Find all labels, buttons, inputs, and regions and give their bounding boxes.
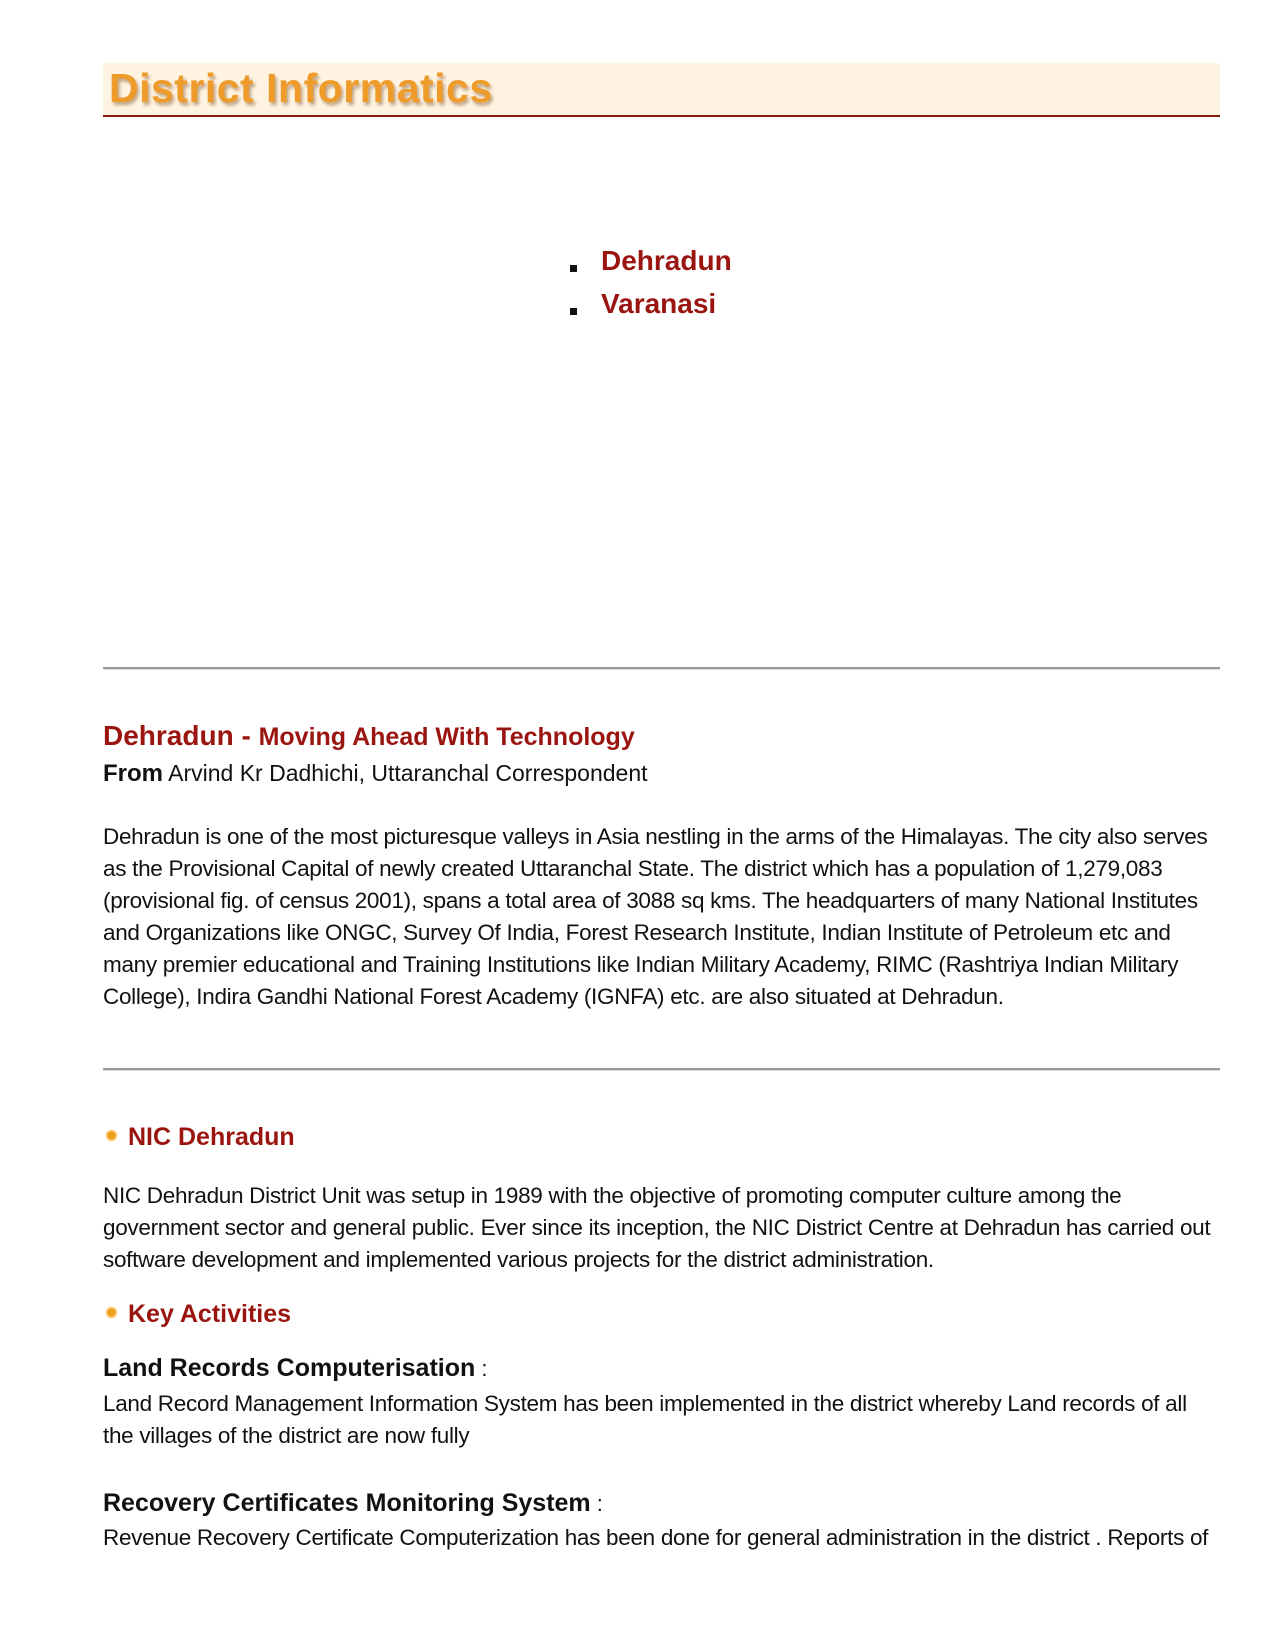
header-banner — [103, 63, 1220, 115]
list-item — [570, 245, 732, 288]
square-bullet-icon — [570, 308, 577, 315]
activity-description: Land Record Management Information System has been implemented in the district whereby Land records of all the villages of the district are now fully — [103, 1391, 1187, 1448]
section-heading-key-activities — [105, 1300, 291, 1329]
district-link-list — [570, 245, 732, 331]
divider — [103, 667, 1220, 670]
byline-label: From — [103, 760, 163, 787]
article-title-separator: - — [233, 720, 259, 751]
activity-description: Revenue Recovery Certificate Computerization has been done for general administration in the district . Reports of — [103, 1525, 1209, 1550]
list-item — [570, 288, 732, 331]
page-title: District Informatics — [109, 65, 493, 111]
section-heading-label: Key Activities — [128, 1300, 292, 1328]
square-bullet-icon — [570, 265, 577, 272]
byline — [103, 760, 648, 788]
district-link-varanasi[interactable]: Varanasi — [601, 288, 717, 319]
district-link-dehradun[interactable]: Dehradun — [601, 245, 732, 276]
article-title — [103, 720, 635, 752]
activity-title-colon: : — [475, 1356, 488, 1381]
nic-description: NIC Dehradun District Unit was setup in 1989 with the objective of promoting computer culture among the government sector and general public. Ever since its inception, the NIC District Centre at Dehradun has carried out software development and implemented various projects for the district administration. — [103, 1183, 1211, 1272]
activity-title — [103, 1489, 603, 1518]
header-rule — [103, 115, 1220, 117]
article-title-subtitle: Moving Ahead With Technology — [258, 723, 635, 751]
section-heading-nic — [105, 1123, 295, 1152]
activity-title-label: Land Records Computerisation — [103, 1354, 476, 1382]
section-heading-label: NIC Dehradun — [128, 1123, 295, 1151]
activity-title — [103, 1354, 488, 1383]
article-intro: Dehradun is one of the most picturesque valleys in Asia nestling in the arms of the Himalayas. The city also serves as the Provisional Capital of newly created Uttaranchal State. The district which has a population of 1,279,083 (provisional fig. of census 2001), spans a total area of 3088 sq kms. The headquarters of many National Institutes and Organizations like ONGC, Survey Of India, Forest Research Institute, Indian Institute of Petroleum etc and many premier educational and Training Institutions like Indian Military Academy, RIMC (Rashtriya Indian Military College), Indira Gandhi National Forest Academy (IGNFA) etc. are also situated at Dehradun. — [103, 824, 1208, 1009]
divider — [103, 1068, 1220, 1071]
orange-dot-icon — [105, 1129, 118, 1142]
activity-title-label: Recovery Certificates Monitoring System — [103, 1489, 591, 1517]
article-title-main: Dehradun — [103, 720, 234, 751]
byline-author: Arvind Kr Dadhichi, Uttaranchal Correspondent — [163, 760, 648, 786]
activity-title-colon: : — [590, 1491, 603, 1516]
orange-dot-icon — [105, 1306, 118, 1319]
